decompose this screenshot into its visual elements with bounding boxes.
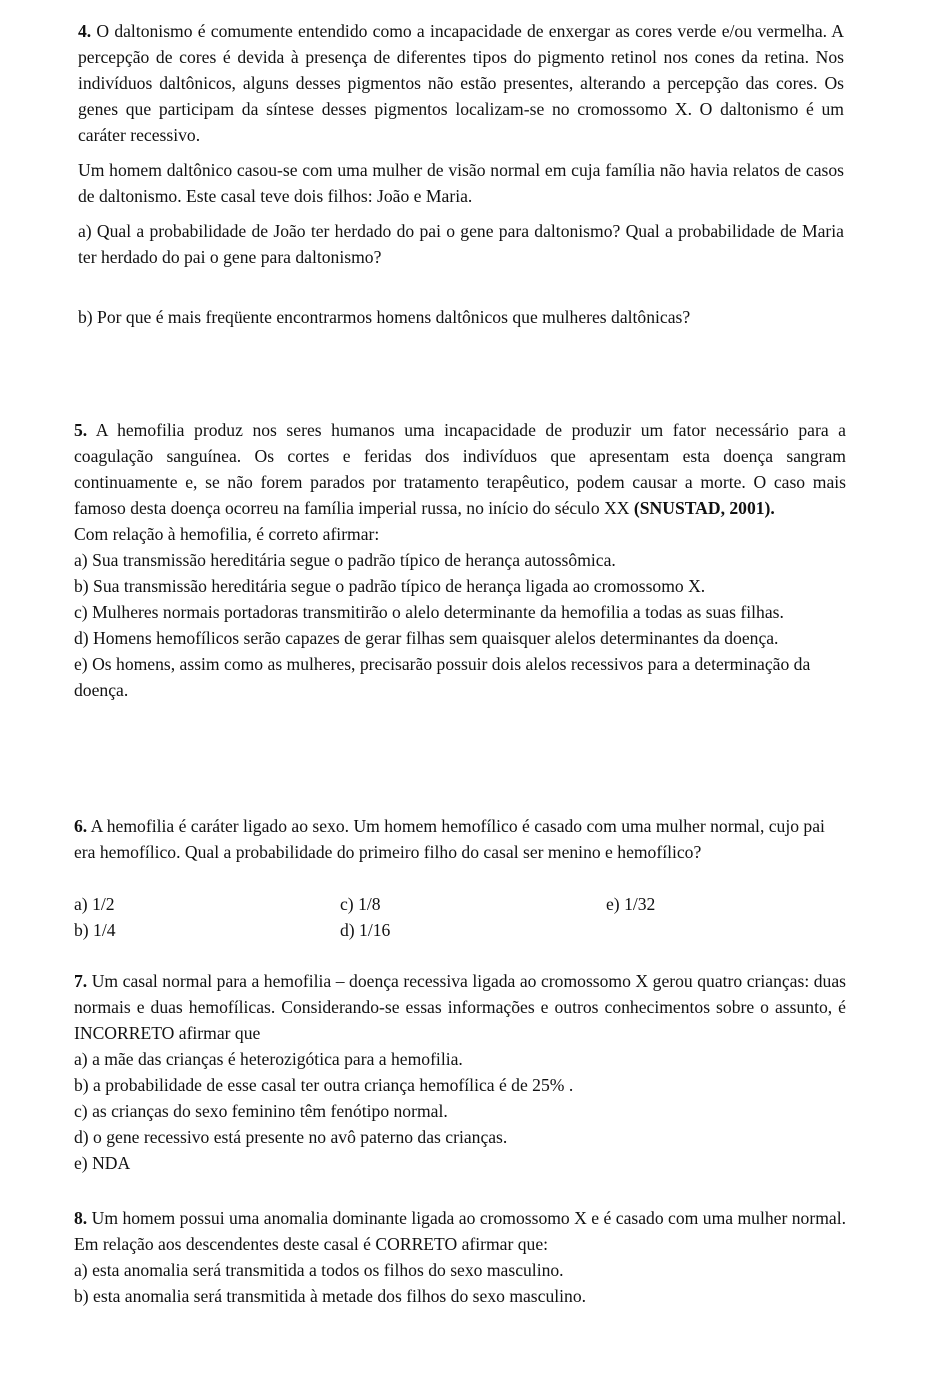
question-5 <box>74 417 846 703</box>
question-8-number: 8. <box>74 1208 88 1228</box>
question-5-number: 5. <box>74 420 88 440</box>
question-7-option-d: d) o gene recessivo está presente no avô paterno das crianças. <box>74 1127 508 1147</box>
question-7-option-b: b) a probabilidade de esse casal ter outra criança hemofílica é de 25% . <box>74 1075 574 1095</box>
question-8-option-b: b) esta anomalia será transmitida à metade dos filhos do sexo masculino. <box>74 1286 587 1306</box>
question-4-item-b: b) Por que é mais freqüente encontrarmos homens daltônicos que mulheres daltônicas? <box>78 307 691 327</box>
question-5-option-b: b) Sua transmissão hereditária segue o padrão típico de herança ligada ao cromossomo X. <box>74 576 706 596</box>
question-7-text: 7. Um casal normal para a hemofilia – doença recessiva ligada ao cromossomo X gerou quatro crianças: duas normais e duas hemofílicas. Considerando-se essas informações e outros conhecimentos sobre o assunto, é INCORRETO afirmar que <box>74 971 846 1043</box>
question-4-item-a: a) Qual a probabilidade de João ter herdado do pai o gene para daltonismo? Qual a probabilidade de Maria ter herdado do pai o gene para daltonismo? <box>78 221 844 267</box>
question-6-options <box>74 891 774 943</box>
question-5-prompt: Com relação à hemofilia, é correto afirmar: <box>74 524 380 544</box>
question-5-option-d: d) Homens hemofílicos serão capazes de gerar filhas sem quaisquer alelos determinantes da doença. <box>74 628 779 648</box>
question-6-option-b: b) 1/4 <box>74 920 116 940</box>
question-4 <box>78 18 844 330</box>
question-6 <box>74 813 846 865</box>
question-7 <box>74 968 846 1176</box>
question-7-option-c: c) as crianças do sexo feminino têm fenótipo normal. <box>74 1101 448 1121</box>
question-5-citation: (SNUSTAD, 2001). <box>633 498 775 518</box>
question-5-intro: 5. A hemofilia produz nos seres humanos uma incapacidade de produzir um fator necessário para a coagulação sanguínea. Os cortes e feridas dos indivíduos que apresentam esta doença sangram continuamente e, se não forem parados por tratamento terapêutico, podem causar a morte. O caso mais famoso desta doença ocorreu na família imperial russa, no início do século XX (SNUSTAD, 2001). <box>74 420 846 518</box>
question-8 <box>74 1205 846 1309</box>
question-6-option-d: d) 1/16 <box>340 920 391 940</box>
question-4-scenario: Um homem daltônico casou-se com uma mulher de visão normal em cuja família não havia relatos de casos de daltonismo. Este casal teve dois filhos: João e Maria. <box>78 160 844 206</box>
question-6-number: 6. <box>74 816 88 836</box>
question-6-option-a: a) 1/2 <box>74 894 115 914</box>
question-4-number: 4. <box>78 21 92 41</box>
question-6-text: 6. A hemofilia é caráter ligado ao sexo. Um homem hemofílico é casado com uma mulher normal, cujo pai era hemofílico. Qual a probabilidade do primeiro filho do casal ser menino e hemofílico? <box>74 816 825 862</box>
question-5-option-e: e) Os homens, assim como as mulheres, precisarão possuir dois alelos recessivos para a determinação da doença. <box>74 654 811 700</box>
question-5-option-c: c) Mulheres normais portadoras transmitirão o alelo determinante da hemofilia a todas as suas filhas. <box>74 602 784 622</box>
question-6-option-c: c) 1/8 <box>340 894 381 914</box>
question-8-option-a: a) esta anomalia será transmitida a todos os filhos do sexo masculino. <box>74 1260 564 1280</box>
question-7-option-e: e) NDA <box>74 1153 131 1173</box>
question-8-text: 8. Um homem possui uma anomalia dominante ligada ao cromossomo X e é casado com uma mulher normal. Em relação aos descendentes deste casal é CORRETO afirmar que: <box>74 1208 846 1254</box>
question-7-number: 7. <box>74 971 88 991</box>
question-4-intro: 4. O daltonismo é comumente entendido como a incapacidade de enxergar as cores verde e/ou vermelha. A percepção de cores é devida à presença de diferentes tipos do pigmento retinol nos cones da retina. Nos indivíduos daltônicos, alguns desses pigmentos não estão presentes, alterando a percepção das cores. Os genes que participam da síntese desses pigmentos localizam-se no cromossomo X. O daltonismo é um caráter recessivo. <box>78 21 844 145</box>
question-7-option-a: a) a mãe das crianças é heterozigótica para a hemofilia. <box>74 1049 463 1069</box>
question-6-option-e: e) 1/32 <box>606 894 656 914</box>
question-5-option-a: a) Sua transmissão hereditária segue o padrão típico de herança autossômica. <box>74 550 616 570</box>
